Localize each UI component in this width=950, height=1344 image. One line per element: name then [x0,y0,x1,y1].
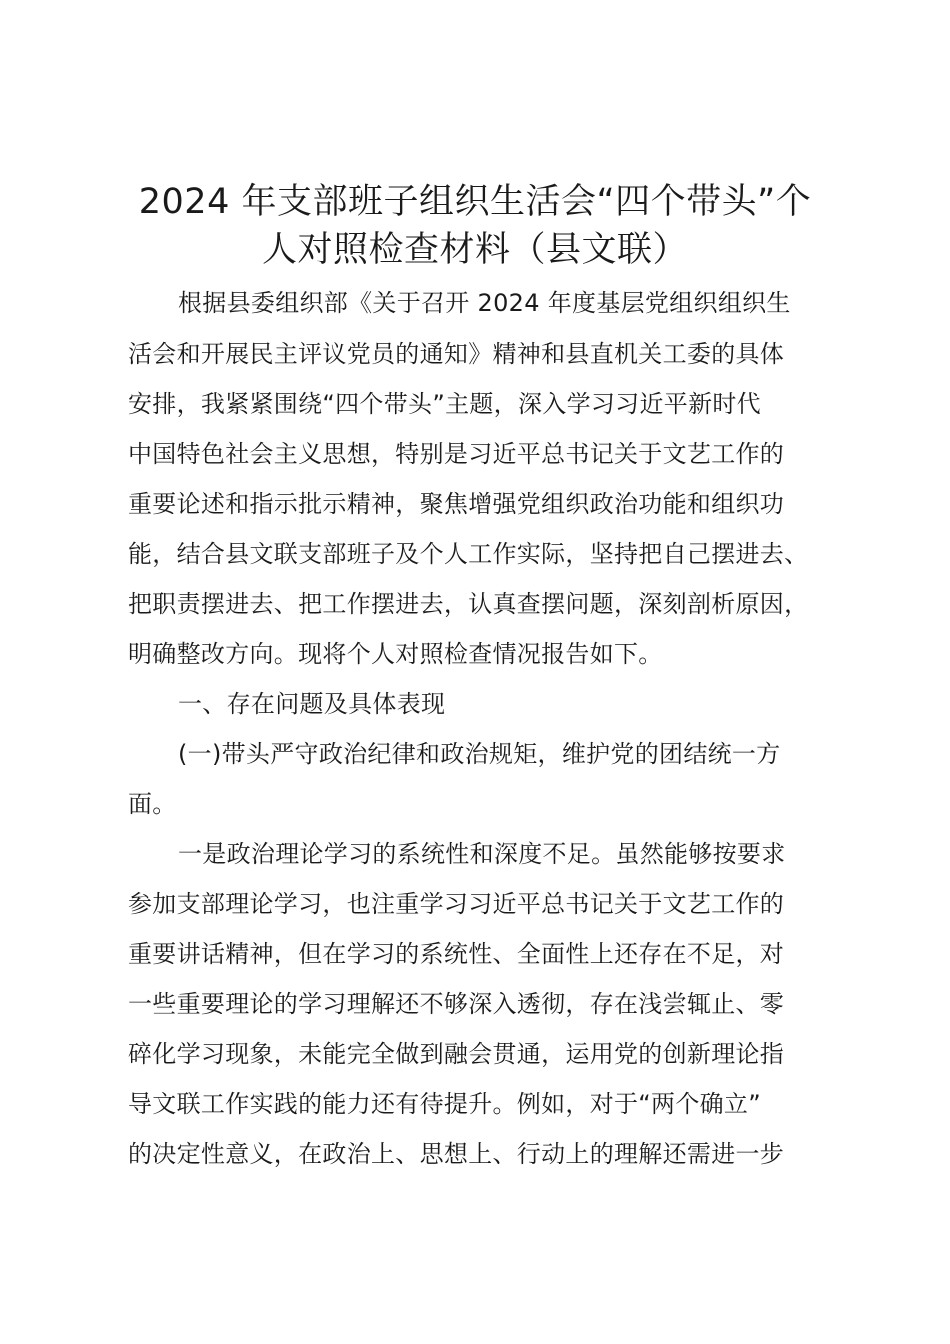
body-line: 明确整改方向。现将个人对照检查情况报告如下。 [128,640,663,668]
subsection-heading: 面。 [128,790,177,818]
title-line: 人对照检查材料（县文联） [261,230,688,270]
body-line: 重要讲话精神，但在学习的系统性、全面性上还存在不足，对 [128,940,785,968]
section-heading: 一、存在问题及具体表现 [178,690,446,718]
subsection-heading: (一)带头严守政治纪律和政治规矩，维护党的团结统一方 [178,740,781,768]
title-line: 2024 年支部班子组织生活会“四个带头”个 [138,182,812,222]
body-line: 一些重要理论的学习理解还不够深入透彻，存在浅尝辄止、零 [128,990,785,1018]
body-line: 根据县委组织部《关于召开 2024 年度基层党组织组织生 [178,289,791,317]
body-line: 的决定性意义，在政治上、思想上、行动上的理解还需进一步 [128,1140,785,1168]
body-line: 导文联工作实践的能力还有待提升。例如，对于“两个确立” [128,1090,761,1118]
body-line: 参加支部理论学习，也注重学习习近平总书记关于文艺工作的 [128,890,785,918]
body-line: 安排，我紧紧围绕“四个带头”主题，深入学习习近平新时代 [128,390,761,418]
body-line: 碎化学习现象，未能完全做到融会贯通，运用党的创新理论指 [128,1040,785,1068]
document-title [110,178,840,274]
body-line: 中国特色社会主义思想，特别是习近平总书记关于文艺工作的 [128,440,785,468]
body-line: 把职责摆进去、把工作摆进去，认真查摆问题，深刻剖析原因， [128,590,809,618]
body-line: 一是政治理论学习的系统性和深度不足。虽然能够按要求 [178,840,786,868]
body-line: 活会和开展民主评议党员的通知》精神和县直机关工委的具体 [128,340,785,368]
body-line: 能，结合县文联支部班子及个人工作实际，坚持把自己摆进去、 [128,540,809,568]
body-line: 重要论述和指示批示精神，聚焦增强党组织政治功能和组织功 [128,490,785,518]
